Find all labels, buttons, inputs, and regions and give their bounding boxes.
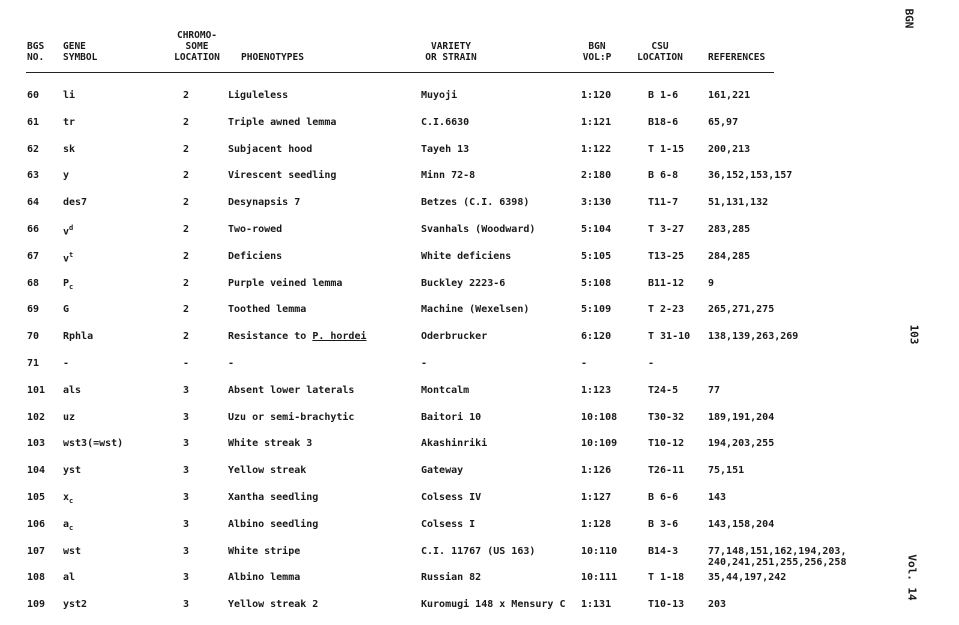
table-row xyxy=(0,566,880,593)
gene-symbol-base: x xyxy=(63,491,70,503)
chromosome-location: 3 xyxy=(183,518,190,530)
table-row xyxy=(0,352,880,379)
references-line: 9 xyxy=(708,277,715,289)
bgn-volume-page: 6:120 xyxy=(581,331,612,343)
gene-symbol xyxy=(63,465,81,476)
bgs-number: 63 xyxy=(27,170,40,182)
gene-symbol xyxy=(63,251,73,264)
bgn-volume-page: - xyxy=(581,357,588,369)
csu-location: - xyxy=(648,357,655,369)
table-row xyxy=(0,540,880,567)
bgs-number: 64 xyxy=(27,197,40,209)
gene-symbol-base: sk xyxy=(63,143,76,155)
table-row xyxy=(0,593,880,620)
variety-or-strain: Muyoji xyxy=(421,90,458,101)
references xyxy=(708,438,774,449)
references-line: 143,158,204 xyxy=(708,518,775,530)
bgn-volume-page: 3:130 xyxy=(581,197,612,209)
gene-symbol-base: v xyxy=(63,226,70,238)
chromosome-location: 3 xyxy=(183,572,190,584)
bgs-number: 101 xyxy=(27,384,46,396)
bgn-volume-page: 1:128 xyxy=(581,518,612,530)
bgs-number: 102 xyxy=(27,411,46,423)
phenotype-text: Albino seedling xyxy=(228,518,319,530)
phenotype-text: Deficiens xyxy=(228,250,283,262)
gene-symbol-base: G xyxy=(63,304,70,316)
chromosome-location: 2 xyxy=(183,304,190,316)
gene-symbol-base: als xyxy=(63,384,82,396)
bgs-number: 67 xyxy=(27,250,40,262)
references-line: 194,203,255 xyxy=(708,438,775,450)
phenotype-text: White streak 3 xyxy=(228,438,313,450)
gene-symbol xyxy=(63,170,69,181)
bgs-number: 109 xyxy=(27,599,46,611)
variety-or-strain: Buckley 2223-6 xyxy=(421,277,506,289)
gene-symbol-base: v xyxy=(63,253,70,265)
variety-or-strain: Machine (Wexelsen) xyxy=(421,304,530,316)
header-rule xyxy=(26,72,774,73)
gene-symbol-subscript: c xyxy=(69,496,74,505)
references-line: 240,241,251,255,256,258 xyxy=(708,556,847,568)
phenotype xyxy=(228,90,288,101)
header-gene-symbol-line2: SYMBOL xyxy=(63,52,98,63)
gene-symbol xyxy=(63,599,87,610)
bgs-number: 71 xyxy=(27,357,40,369)
phenotype xyxy=(228,304,306,315)
gene-symbol-base: P xyxy=(63,277,70,289)
gene-symbol xyxy=(63,304,69,315)
bgs-number: 108 xyxy=(27,572,46,584)
phenotype-text: Triple awned lemma xyxy=(228,116,337,128)
variety-or-strain: C.I.6630 xyxy=(421,116,470,128)
bgn-volume-page: 5:105 xyxy=(581,250,612,262)
chromosome-location: 2 xyxy=(183,116,190,128)
references xyxy=(708,304,774,315)
gene-symbol xyxy=(63,546,81,557)
gene-symbol xyxy=(63,492,73,505)
gene-symbol-base: - xyxy=(63,357,70,369)
csu-location: T 1-18 xyxy=(648,572,685,584)
header-chromosome-line1: CHROMO- xyxy=(176,30,218,41)
phenotype xyxy=(228,492,318,503)
phenotype xyxy=(228,170,336,181)
references xyxy=(708,546,846,568)
phenotype-text: White stripe xyxy=(228,545,301,557)
chromosome-location: 2 xyxy=(183,170,190,182)
bgn-volume-page: 10:110 xyxy=(581,545,618,557)
csu-location: T 3-27 xyxy=(648,223,685,235)
bgs-number: 105 xyxy=(27,491,46,503)
csu-location: T11-7 xyxy=(648,197,679,209)
phenotype xyxy=(228,412,354,423)
bgs-number: 66 xyxy=(27,223,40,235)
bgn-volume-page: 2:180 xyxy=(581,170,612,182)
gene-symbol-base: uz xyxy=(63,411,76,423)
bgs-number: 103 xyxy=(27,438,46,450)
bgs-number: 68 xyxy=(27,277,40,289)
bgs-number: 62 xyxy=(27,143,40,155)
chromosome-location: 2 xyxy=(183,223,190,235)
variety-or-strain: Gateway xyxy=(421,465,464,477)
table-row xyxy=(0,84,880,111)
variety-or-strain: Montcalm xyxy=(421,384,470,396)
variety-or-strain: White deficiens xyxy=(421,250,512,262)
phenotype xyxy=(228,144,312,155)
references-line: 36,152,153,157 xyxy=(708,170,793,182)
phenotype-text: Resistance to xyxy=(228,331,307,343)
bgn-volume-page: 10:109 xyxy=(581,438,618,450)
phenotype xyxy=(228,519,318,530)
header-phenotypes xyxy=(241,52,304,63)
csu-location: T13-25 xyxy=(648,250,685,262)
references-line: 75,151 xyxy=(708,465,745,477)
bgn-volume-page: 10:108 xyxy=(581,411,618,423)
header-gene-symbol-line1: GENE xyxy=(63,41,86,52)
gene-symbol xyxy=(63,90,75,101)
table-row xyxy=(0,191,880,218)
csu-location: T30-32 xyxy=(648,411,685,423)
references xyxy=(708,572,786,583)
chromosome-location: 2 xyxy=(183,197,190,209)
chromosome-location: 3 xyxy=(183,384,190,396)
references xyxy=(708,385,720,396)
references xyxy=(708,251,750,262)
table-row xyxy=(0,272,880,299)
table-row xyxy=(0,111,880,138)
references xyxy=(708,170,792,181)
references-line: 35,44,197,242 xyxy=(708,572,787,584)
phenotype-text: Yellow streak 2 xyxy=(228,599,319,611)
table-row xyxy=(0,459,880,486)
header-variety-line1: VARIETY xyxy=(430,41,472,52)
gene-symbol-subscript: c xyxy=(69,523,74,532)
header-references-text: REFERENCES xyxy=(708,52,766,63)
phenotype-text: Subjacent hood xyxy=(228,143,313,155)
gene-symbol xyxy=(63,144,75,155)
gene-symbol xyxy=(63,117,75,128)
gene-symbol-base: yst xyxy=(63,465,82,477)
phenotype xyxy=(228,358,234,369)
phenotype xyxy=(228,438,312,449)
bgn-volume-page: 5:104 xyxy=(581,223,612,235)
gene-symbol xyxy=(63,278,73,291)
table-row xyxy=(0,325,880,352)
gene-symbol-base: wst xyxy=(63,545,82,557)
table-row xyxy=(0,298,880,325)
phenotype-text: - xyxy=(228,357,235,369)
bgn-volume-page: 1:123 xyxy=(581,384,612,396)
gene-symbol-base: al xyxy=(63,572,76,584)
references xyxy=(708,599,726,610)
header-chromosome-location xyxy=(166,30,228,63)
phenotype xyxy=(228,197,300,208)
phenotype-text: Two-rowed xyxy=(228,223,283,235)
gene-symbol xyxy=(63,331,93,342)
table-row xyxy=(0,513,880,540)
phenotype-text: Absent lower laterals xyxy=(228,384,355,396)
phenotype-text: Desynapsis 7 xyxy=(228,197,301,209)
table-row xyxy=(0,245,880,272)
bgn-volume-page: 1:127 xyxy=(581,491,612,503)
references xyxy=(708,197,768,208)
gene-symbol-base: yst2 xyxy=(63,599,88,611)
table-row xyxy=(0,406,880,433)
side-label-volume: Vol. 14 xyxy=(905,554,919,601)
phenotype xyxy=(228,224,282,235)
csu-location: B14-3 xyxy=(648,545,679,557)
variety-or-strain: Tayeh 13 xyxy=(421,143,470,155)
variety-or-strain: C.I. 11767 (US 163) xyxy=(421,545,536,557)
table-row xyxy=(0,432,880,459)
phenotype-text: Liguleless xyxy=(228,90,289,101)
table-row xyxy=(0,164,880,191)
csu-location: T 2-23 xyxy=(648,304,685,316)
chromosome-location: 3 xyxy=(183,465,190,477)
csu-location: B 1-6 xyxy=(648,90,679,101)
chromosome-location: 2 xyxy=(183,277,190,289)
bgs-number: 61 xyxy=(27,116,40,128)
gene-symbol xyxy=(63,197,87,208)
variety-or-strain: Svanhals (Woodward) xyxy=(421,223,536,235)
chromosome-location: 2 xyxy=(183,331,190,343)
bgn-volume-page: 1:131 xyxy=(581,599,612,611)
csu-location: T10-12 xyxy=(648,438,685,450)
chromosome-location: 2 xyxy=(183,143,190,155)
bgn-volume-page: 1:120 xyxy=(581,90,612,101)
bgn-volume-page: 5:108 xyxy=(581,277,612,289)
phenotype-text: Xantha seedling xyxy=(228,491,319,503)
references xyxy=(708,412,774,423)
variety-or-strain: Colsess IV xyxy=(421,491,482,503)
references-line: 283,285 xyxy=(708,223,751,235)
csu-location: B 6-6 xyxy=(648,491,679,503)
header-chromosome-line2: SOME xyxy=(185,41,209,52)
bgs-number: 60 xyxy=(27,90,40,101)
chromosome-location: 3 xyxy=(183,438,190,450)
bgn-volume-page: 1:126 xyxy=(581,465,612,477)
gene-symbol xyxy=(63,438,123,449)
header-variety-line2: OR STRAIN xyxy=(425,52,477,63)
phenotype xyxy=(228,331,367,342)
header-csu-line2: LOCATION xyxy=(637,52,683,63)
gene-symbol-subscript: c xyxy=(69,282,74,291)
csu-location: T10-13 xyxy=(648,599,685,611)
header-csu xyxy=(632,41,688,63)
references xyxy=(708,465,744,476)
references-line: 77 xyxy=(708,384,721,396)
phenotype-text: Purple veined lemma xyxy=(228,277,343,289)
side-label-top: BGN xyxy=(902,8,916,29)
bgs-number: 104 xyxy=(27,465,46,477)
csu-location: B18-6 xyxy=(648,116,679,128)
gene-symbol xyxy=(63,519,73,532)
phenotype xyxy=(228,465,306,476)
csu-location: B 3-6 xyxy=(648,518,679,530)
header-bgs-no-line2: NO. xyxy=(27,52,45,63)
csu-location: B11-12 xyxy=(648,277,685,289)
csu-location: T 1-15 xyxy=(648,143,685,155)
gene-table-body xyxy=(0,84,880,620)
table-row xyxy=(0,379,880,406)
header-references xyxy=(708,52,765,63)
header-phenotypes-text: PHOENOTYPES xyxy=(241,52,304,63)
header-gene-symbol xyxy=(63,41,97,63)
phenotype-pathogen-name: P. hordei xyxy=(312,331,367,343)
gene-symbol-base: a xyxy=(63,518,70,530)
gene-symbol xyxy=(63,412,75,423)
references-line: 138,139,263,269 xyxy=(708,331,799,343)
phenotype xyxy=(228,278,342,289)
variety-or-strain: - xyxy=(421,357,428,369)
references xyxy=(708,278,714,289)
bgs-number: 69 xyxy=(27,304,40,316)
bgn-volume-page: 5:109 xyxy=(581,304,612,316)
gene-symbol-superscript: d xyxy=(69,223,74,232)
gene-symbol-superscript: t xyxy=(69,250,74,259)
references-line: 65,97 xyxy=(708,116,739,128)
gene-symbol xyxy=(63,572,75,583)
header-chromosome-line3: LOCATION xyxy=(174,52,220,63)
references-line: 203 xyxy=(708,599,727,611)
bgs-number: 107 xyxy=(27,545,46,557)
references-line: 200,213 xyxy=(708,143,751,155)
variety-or-strain: Colsess I xyxy=(421,518,476,530)
variety-or-strain: Baitori 10 xyxy=(421,411,482,423)
references xyxy=(708,331,798,342)
chromosome-location: 3 xyxy=(183,491,190,503)
gene-symbol-base: li xyxy=(63,90,76,101)
references-line: 284,285 xyxy=(708,250,751,262)
variety-or-strain: Minn 72-8 xyxy=(421,170,476,182)
header-bgs-no-line1: BGS xyxy=(27,41,45,52)
variety-or-strain: Kuromugi 148 x Mensury C xyxy=(421,599,566,611)
header-bgn-line1: BGN xyxy=(588,41,606,52)
chromosome-location: 2 xyxy=(183,250,190,262)
variety-or-strain: Betzes (C.I. 6398) xyxy=(421,197,530,209)
bgn-volume-page: 1:121 xyxy=(581,116,612,128)
references xyxy=(708,519,774,530)
phenotype-text: Toothed lemma xyxy=(228,304,307,316)
gene-symbol-base: des7 xyxy=(63,197,88,209)
references xyxy=(708,117,738,128)
csu-location: B 6-8 xyxy=(648,170,679,182)
phenotype-text: Yellow streak xyxy=(228,465,307,477)
csu-location: T24-5 xyxy=(648,384,679,396)
phenotype-text: Uzu or semi-brachytic xyxy=(228,411,355,423)
bgs-number: 70 xyxy=(27,331,40,343)
phenotype-text: Albino lemma xyxy=(228,572,301,584)
csu-location: T 31-10 xyxy=(648,331,691,343)
chromosome-location: 2 xyxy=(183,90,190,101)
phenotype xyxy=(228,572,300,583)
header-csu-line1: CSU xyxy=(651,41,669,52)
phenotype xyxy=(228,117,336,128)
references-line: 265,271,275 xyxy=(708,304,775,316)
gene-symbol xyxy=(63,385,81,396)
gene-symbol-base: wst3(=wst) xyxy=(63,438,124,450)
references-line: 161,221 xyxy=(708,90,751,101)
references-line: 77,148,151,162,194,203, xyxy=(708,545,847,557)
phenotype xyxy=(228,251,282,262)
variety-or-strain: Oderbrucker xyxy=(421,331,488,343)
gene-symbol xyxy=(63,224,73,237)
references-line: 143 xyxy=(708,491,727,503)
gene-symbol xyxy=(63,358,69,369)
chromosome-location: 3 xyxy=(183,545,190,557)
variety-or-strain: Russian 82 xyxy=(421,572,482,584)
gene-symbol-base: y xyxy=(63,170,70,182)
variety-or-strain: Akashinriki xyxy=(421,438,488,450)
phenotype-text: Virescent seedling xyxy=(228,170,337,182)
header-bgn xyxy=(577,41,617,63)
header-bgs-no xyxy=(27,41,44,63)
references xyxy=(708,90,750,101)
csu-location: T26-11 xyxy=(648,465,685,477)
side-label-page-number: 103 xyxy=(907,324,921,345)
table-row xyxy=(0,218,880,245)
bgn-volume-page: 1:122 xyxy=(581,143,612,155)
header-bgn-line2: VOL:P xyxy=(582,52,612,63)
chromosome-location: 3 xyxy=(183,599,190,611)
references xyxy=(708,144,750,155)
table-row xyxy=(0,486,880,513)
references-line: 51,131,132 xyxy=(708,197,769,209)
references xyxy=(708,492,726,503)
bgn-volume-page: 10:111 xyxy=(581,572,618,584)
gene-symbol-base: Rphla xyxy=(63,331,94,343)
references-line: 189,191,204 xyxy=(708,411,775,423)
phenotype xyxy=(228,385,354,396)
header-variety xyxy=(416,41,486,63)
gene-symbol-base: tr xyxy=(63,116,76,128)
phenotype xyxy=(228,599,318,610)
chromosome-location: - xyxy=(183,357,190,369)
phenotype xyxy=(228,546,300,557)
references xyxy=(708,224,750,235)
table-row xyxy=(0,138,880,165)
bgs-number: 106 xyxy=(27,518,46,530)
chromosome-location: 3 xyxy=(183,411,190,423)
